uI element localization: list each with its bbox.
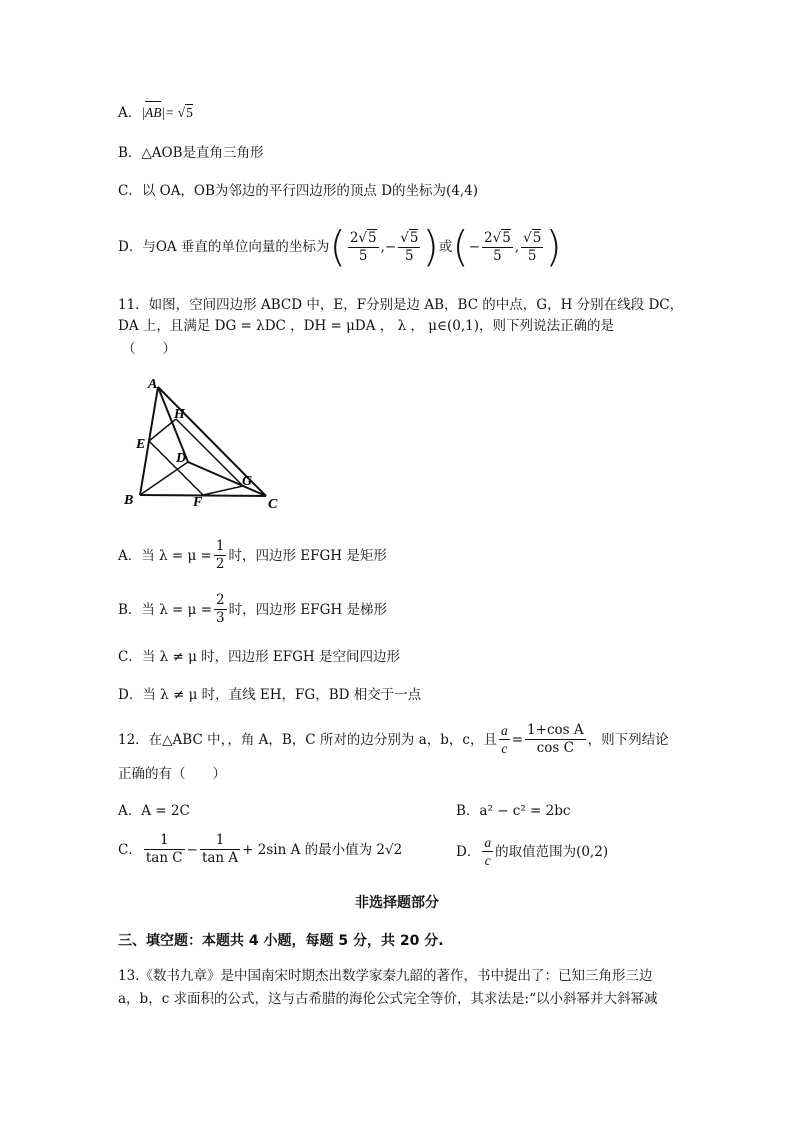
q12-stem-line2: 正确的有（ ） <box>118 766 226 782</box>
q12-stem-line1 <box>118 722 669 757</box>
q10-option-d-text: OA 垂直的单位向量的坐标为 <box>155 239 330 255</box>
fraction-numerator: 1 <box>215 538 225 554</box>
fraction-denominator: cos C <box>536 740 574 756</box>
q10-option-a <box>118 104 193 122</box>
label-c: C <box>268 497 278 512</box>
q12-option-c-text: + 2sin A 的最小值为 2√2 <box>242 841 403 858</box>
q11-stem-line1: 11．如图，空间四边形 ABCD 中，E，F分别是边 AB，BC 的中点，G，H 分别在线段 DC， <box>118 297 684 313</box>
minus-sign: − <box>468 239 481 255</box>
fraction <box>144 832 185 867</box>
left-paren: ( <box>329 222 346 271</box>
right-paren: ) <box>422 222 439 271</box>
fraction-numerator: 2 <box>216 592 225 608</box>
fraction <box>525 722 586 757</box>
q12-option-d <box>456 834 608 869</box>
minus-sign: − <box>186 841 198 858</box>
q11-option-a <box>118 538 387 573</box>
fraction <box>200 832 240 867</box>
label-f: F <box>193 495 203 510</box>
q11-option-a-text: 时，四边形 EFGH 是矩形 <box>228 547 387 564</box>
fraction-denominator: tan C <box>145 850 183 866</box>
q13-line1: 13.《数书九章》是中国南宋时期杰出数学家秦九韶的著作，书中提出了：已知三角形三边 <box>118 968 653 984</box>
comma: ,− <box>380 239 397 255</box>
q11-option-c: C．当 λ ≠ μ 时，四边形 EFGH 是空间四边形 <box>118 649 400 665</box>
coord-fraction: $\frac{2√5}{5}$ <box>349 229 377 264</box>
q13-line2: a，b，c 求面积的公式，这与古希腊的海伦公式完全等价，其求法是:“以小斜幂并大斜幂减 <box>118 991 658 1007</box>
q11-option-a-label: A．当 λ = μ = <box>118 547 212 564</box>
q10-option-b: B．△AOB是直角三角形 <box>118 145 264 161</box>
fraction <box>499 722 510 757</box>
q12-option-a: A．A = 2C <box>118 803 190 819</box>
q10-option-d-prefix: D．与 <box>118 239 156 255</box>
fraction-numerator: 1+cos A <box>527 722 584 738</box>
coord-fraction: $\frac{√5}{5}$ <box>400 229 419 264</box>
fraction-numerator: a <box>500 723 508 738</box>
segment-ef <box>149 441 203 495</box>
q10-option-c: C．以 OA，OB为邻边的平行四边形的顶点 D的坐标为(4,4) <box>118 183 479 199</box>
q12-option-c <box>118 832 402 867</box>
tetrahedron-figure <box>118 372 298 517</box>
coord-fraction: $\frac{2√5}{5}$ <box>484 229 511 264</box>
fraction <box>214 538 227 573</box>
q12-option-d-text: 的取值范围为(0,2) <box>495 843 609 860</box>
label-h: H <box>174 407 185 422</box>
label-a: A <box>148 377 158 392</box>
q10-option-d <box>118 222 562 272</box>
edge-bc <box>140 495 266 496</box>
right-paren: ) <box>545 222 562 271</box>
fraction-denominator: 3 <box>216 610 225 626</box>
label-e: E <box>136 437 146 452</box>
fill-in-heading: 三、填空题：本题共 4 小题，每题 5 分，共 20 分. <box>118 933 444 949</box>
q11-stem-line2: DA 上，且满足 DG = λDC ，DH = μDA ， λ ， μ∈(0,1)，则下列说法正确的是 <box>118 318 614 334</box>
label-b: B <box>124 493 134 508</box>
q11-option-b-text: 时，四边形 EFGH 是梯形 <box>228 601 388 618</box>
q12-option-b: B．a² − c² = 2bc <box>456 803 571 819</box>
equals-sign: = <box>511 731 524 748</box>
q12-option-c-label: C． <box>118 841 142 858</box>
fraction-denominator: c <box>484 853 491 868</box>
fraction-numerator: 1 <box>144 832 185 850</box>
q11-option-b-label: B．当 λ = μ = <box>118 601 213 618</box>
q10-option-a-label: A． <box>118 105 142 121</box>
left-paren: ( <box>452 222 469 271</box>
fraction-numerator: 1 <box>200 832 240 850</box>
comma: , <box>514 239 520 255</box>
q11-option-b <box>118 592 387 627</box>
q11-answer-paren: （ ） <box>122 341 176 357</box>
q12-stem-text: 12．在△ABC 中，，角 A，B，C 所对的边分别为 a，b，c，且 <box>118 731 497 748</box>
fraction-denominator: 2 <box>215 556 225 572</box>
q12-option-d-label: D． <box>456 843 481 860</box>
fraction <box>214 592 227 627</box>
q11-option-d: D．当 λ ≠ μ 时，直线 EH，FG，BD 相交于一点 <box>118 687 422 703</box>
section-title: 非选择题部分 <box>355 895 439 911</box>
or-text: 或 <box>438 239 453 255</box>
segment-fg <box>203 486 243 495</box>
q10-option-a-expr: |AB|= √5 <box>141 105 193 120</box>
fraction <box>482 834 493 869</box>
fraction-denominator: tan A <box>201 850 239 866</box>
fraction-numerator: a <box>484 835 492 850</box>
coord-fraction: $\frac{√5}{5}$ <box>523 229 542 264</box>
q12-stem-tail: ，则下列结论 <box>587 731 669 748</box>
label-d: D <box>176 451 187 466</box>
edge-bd <box>140 462 188 495</box>
label-g: G <box>242 474 253 489</box>
fraction-denominator: c <box>501 741 508 756</box>
